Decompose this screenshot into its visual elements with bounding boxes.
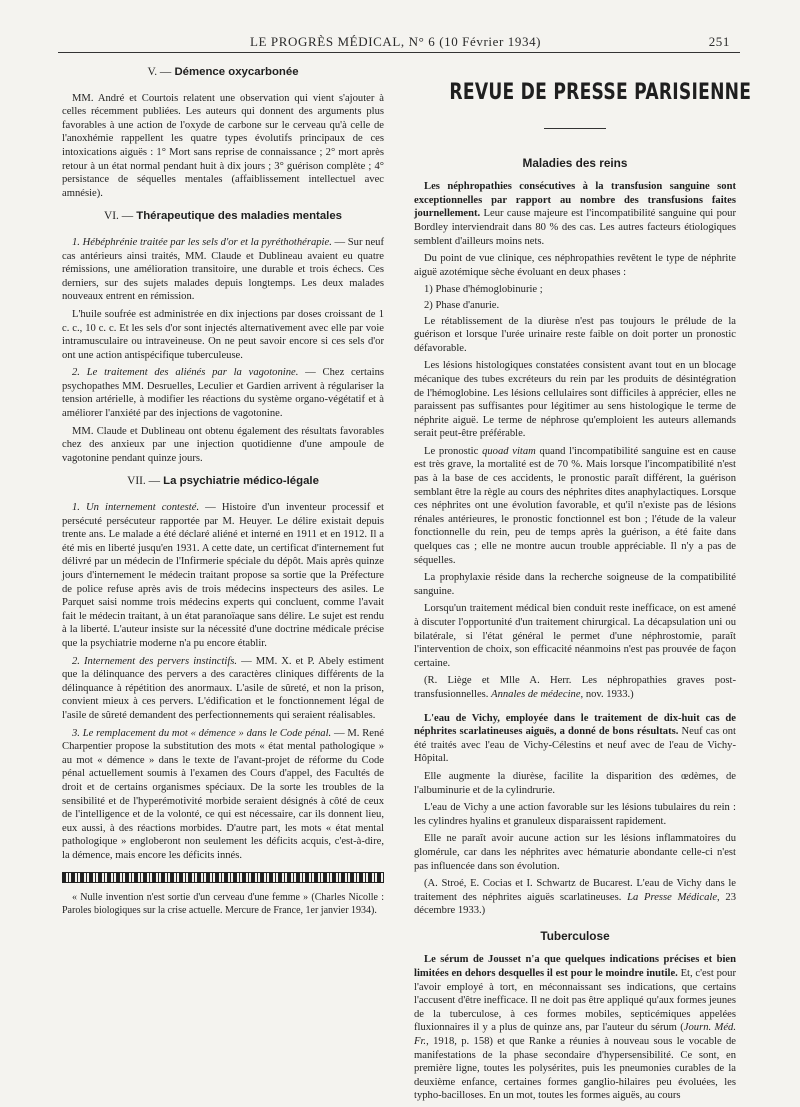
section-heading-6 — [62, 210, 384, 224]
item-title: 2. Internement des pervers instinctifs. — [72, 655, 238, 667]
paragraph: Le rétablissement de la diurèse n'est pas toujours le prélude de la guérison et lorsque l'urée urinaire reste faible on doit porter un pronostic défavorable. — [414, 315, 736, 354]
paragraph: La prophylaxie réside dans la recherche soigneuse de la compatibilité sanguine. — [414, 572, 736, 597]
item-title: 1. Un internement contesté. — [72, 502, 200, 514]
section-title: Thérapeutique des maladies mentales — [136, 210, 343, 223]
body-text: Le pronostic — [424, 445, 483, 457]
paragraph: Elle ne paraît avoir aucune action sur les lésions inflammatoires du glomérule, car dans les néphrites avec hématurie abondante celle-ci n'est pas influencée dans son évolution. — [414, 833, 736, 872]
reference-text: , nov. 1933.) — [580, 688, 634, 700]
page-number: 251 — [708, 34, 730, 49]
paragraph: L'huile soufrée est administrée en dix injections par doses croissant de 1 c. c., 10 c. c. Et les sels d'or sont injectés alternativement avec elle par voie intramusculaire ou intraveineuse. On ne peut savoir encore si ces sels d'or ont une action antispécifique tuberculeuse. — [62, 308, 384, 361]
paragraph — [62, 236, 384, 304]
reference-text: (R. Liège et Mlle A. Herr. Les néphropathies graves post-transfusionnelles. — [414, 675, 736, 700]
section-heading-5 — [62, 66, 384, 80]
paragraph — [414, 445, 736, 567]
paragraph — [414, 180, 736, 248]
revue-title: REVUE DE PRESSE PARISIENNE — [449, 80, 752, 105]
running-header — [250, 34, 730, 50]
ornamental-divider — [62, 872, 384, 883]
list-item: 2) Phase d'anurie. — [424, 299, 500, 311]
reference — [414, 674, 736, 701]
paragraph — [62, 655, 384, 723]
paragraph: Du point de vue clinique, ces néphropathies revêtent le type de néphrite aiguë azotémique sèche évoluant en deux phases : — [414, 253, 736, 278]
section-title: La psychiatrie médico-légale — [163, 475, 319, 488]
paragraph — [414, 712, 736, 766]
body-text: Neuf cas ont été traités avec l'eau de Vichy-Célestins et neuf avec de l'eau de Vichy-Hôpital. — [414, 726, 736, 765]
lead-text: L'eau de Vichy, employée dans le traitement de dix-huit cas de néphrites scarlatineuses aiguës, a donné de bons résultats. — [414, 712, 736, 738]
section-heading-7 — [62, 475, 384, 489]
title-rule — [544, 128, 606, 129]
footnote-quote: « Nulle invention n'est sortie d'un cerveau d'une femme » (Charles Nicolle : Paroles biologiques sur la crise actuelle. Mercure de France, 1er janvier 1934). — [62, 892, 384, 917]
paragraph: Les lésions histologiques constatées consistent avant tout en un blocage mécanique des tubes excréteurs du rein par les produits de désintégration de l'hémoglobine. Les lésions cellulaires sont difficiles à apprécier, elles ne paraissent pas suffisantes pour légitimer au sens histologique le terme de néphrite aiguë. Le terme de néphrose qu'emploient les auteurs allemands serait peut-être préférable. — [414, 360, 736, 440]
item-text: — Histoire d'un inventeur processif et persécuté persécuteur rapportée par M. Heuyer. Le délire existait depuis trente ans. Le malade a été déclaré aliéné et interné en 1911 et en 1912. Il a été mis en liberté jusqu'en 1931. A cette date, un certificat d'internement fut délivré par un médecin de l'Infirmerie spéciale du dépôt. Mais après quinze jours d'internement le médecin traitant propose sa sortie que la Préfecture de police refuse après avis de trois médecins inspecteurs des asiles. Le Parquet saisi nomme trois médecins experts qui concluent, comme l'avait fait le médecin traitant, à un état paranoïaque sans délire. Le sujet est rendu à la liberté. L'auteur insiste sur la nécessité d'une doctrine médicale précise que la psychiatrie moderne n'a pu encore établir. — [62, 502, 384, 649]
paragraph — [62, 366, 384, 420]
subsection-heading-reins: Maladies des reins — [522, 155, 628, 170]
journal-name: Journ. Méd. Fr. — [414, 1022, 737, 1048]
body-text: Et, c'est pour l'avoir employé à tort, en méconnaissant ses indications, que certains l'accusent d'être inefficace. Il ne doit pas être appliqué qu'aux formes jeunes de la tuberculose, à ces formes mobiles, septicémiques appelées fluxionnaires il y a plus de quinze ans, par l'auteur du sérum ( — [414, 968, 736, 1034]
paragraph: Lorsqu'un traitement médical bien conduit reste inefficace, on est amené à discuter l'opportunité d'un traitement chirurgical. La décapsulation uni ou bilatérale, si l'état général le permet d'une néphrostomie, paraît l'intervention de choix, son efficacité néanmoins n'est pas prouvée de façon certaine. — [414, 603, 736, 669]
section-title: Démence oxycarbonée — [174, 66, 299, 78]
section-number: V. — — [147, 66, 172, 78]
item-text: — M. René Charpentier propose la substitution des mots « état mental pathologique » au mot « démence » dans le texte de l'avant-projet de réforme du Code pénal actuellement soumis à l'examen des Cours d'appel, des Facultés de droit et de certains organismes spéciaux. De la sorte les troubles de la sensibilité et de l'hyperémotivité morbide seraient désignés à côté de ceux de l'intelligence et de la volonté, ce qui est nécessaire, car ils donnent lieu, eux aussi, à des réactions morbides. D'autre part, les mots « état mental pathologique » engloberont non seulement les déficits acquis, c'est-à-dire, la démence, mais encore les déficits innés. — [62, 727, 385, 861]
item-title: 3. Le remplacement du mot « démence » dans le Code pénal. — [72, 727, 332, 739]
paragraph — [62, 727, 384, 863]
latin-term: quoad vitam — [482, 445, 536, 457]
paragraph: Elle augmente la diurèse, facilite la disparition des œdèmes, de l'albuminurie et de la cylindrurie. — [414, 770, 736, 796]
header-rule — [58, 52, 740, 53]
journal-name: Annales de médecine — [491, 688, 581, 700]
item-text: — MM. X. et P. Abely estiment que la délinquance des pervers a des caractères cliniques différents de la délinquance à répétition des anormaux. L'asile de sûreté, et non la prison, convient mieux à ces pervers. L'édification et le fonctionnement légal de l'asile de sûreté demandent des perfectionnements qui seraient réalisables. — [62, 655, 384, 721]
lead-text: Les néphropathies consécutives à la transfusion sanguine sont exceptionnelles par rapport au nombre des transfusions faites journellement. — [414, 181, 736, 220]
paragraph — [414, 953, 736, 1103]
item-title: 1. Hébéphrénie traitée par les sels d'or et la pyréthothérapie. — [72, 236, 332, 248]
right-column — [414, 66, 752, 1107]
paragraph — [62, 501, 384, 651]
paragraph: MM. Claude et Dublineau ont obtenu également des résultats favorables chez des anxieux par une injection quotidienne d'une ampoule de vagotonine pendant quinze jours. — [62, 425, 384, 464]
reference-text: , 23 décembre 1933.) — [414, 891, 737, 917]
section-number: VII. — — [127, 475, 160, 488]
body-text: , 1918, p. 158) et que Ranke a réunies à nouveau sous le vocable de manifestations de la phase secondaire d'hypersensibilité. Ce sont, en première ligne, toutes les polysérites, puis les pneumonies curables de la deuxième enfance, certaines formes ganglio-hilaires peu évoluées, les typho-bacilloses. En un mot, toutes les formes aiguës, au cours — [414, 1036, 736, 1102]
list-item: 1) Phase d'hémoglobinurie ; — [424, 284, 543, 296]
subsection-heading-tuberculose: Tuberculose — [540, 928, 610, 943]
body-text: Leur cause majeure est l'incompatibilité sanguine qui pour Bordley interviendrait dans 80 % des cas. Les autres facteurs étiologiques semblent d'ailleurs moins nets. — [414, 208, 736, 247]
reference — [414, 877, 736, 918]
item-text: — Sur neuf cas antérieurs ainsi traités, MM. Claude et Dublineau avaient eu quatre rémissions, une amélioration transitoire, une durable et trois échecs. Ces derniers, sur des sujets malades depuis longtemps. Les deux malades nouveaux entrent en rémission. — [62, 236, 384, 303]
journal-name: La Presse Médicale — [627, 891, 718, 903]
paragraph: L'eau de Vichy a une action favorable sur les lésions tubulaires du rein : les cylindres hyalins et granuleux disparaissent rapidement. — [414, 802, 736, 827]
journal-title: LE PROGRÈS MÉDICAL, N° 6 (10 Février 1934) — [250, 34, 542, 49]
body-text: quand l'incompatibilité sanguine est en cause est très grave, la mortalité est de 70 %. Mais lorsque l'incompatibilité n'est pas à la base de ces accidents, le pronostic paraît différent, la guérison semblant être la règle au cours des néphrites dites anaphylactiques. Lorsque ces néphrites ont une évolution favorable, et qu'il n'existe pas de lésions rénales antérieures, le pronostic fonctionnel est bon ; l'étude de la valeur fonctionnelle du rein, peu de temps après la guérison, a été faite dans quelques cas ; elle ne montre aucun trouble appréciable. Il n'y a pas de séquelles. — [414, 445, 736, 566]
paragraph: MM. André et Courtois relatent une observation qui vient s'ajouter à celles récemment publiées. Les auteurs qui donnent des arguments plus favorables à une action de l'oxyde de carbone sur le cerveau qu'à celle de l'anoxhémie rappellent les quatre types évolutifs principaux de ces intoxications aiguës : 1° Mort sans reprise de connaissance ; 2° mort après retour à un état normal pendant huit à dix jours ; 3° guérison complète ; 4° persistance de séquelles mentales (affaiblissement intellectuel avec amnésie). — [62, 92, 384, 199]
left-column — [62, 66, 384, 921]
reference-text: (A. Stroé, E. Cocias et I. Schwartz de Bucarest. L'eau de Vichy dans le traitement des néphrites aiguës scarlatineuses. — [414, 878, 736, 903]
item-text: — Chez certains psychopathes MM. Desruelles, Leculier et Gardien arrivent à régulariser la tension artérielle, à modifier les réactions du système organo-végétatif et à améliorer l'anxiété par des injections de vagotonine. — [62, 367, 384, 420]
section-number: VI. — — [103, 210, 134, 223]
lead-text: Le sérum de Jousset n'a que quelques indications précises et bien limitées en dehors desquelles il est pour le moindre inutile. — [414, 954, 736, 980]
item-title: 2. Le traitement des aliénés par la vagotonine. — [72, 367, 299, 379]
